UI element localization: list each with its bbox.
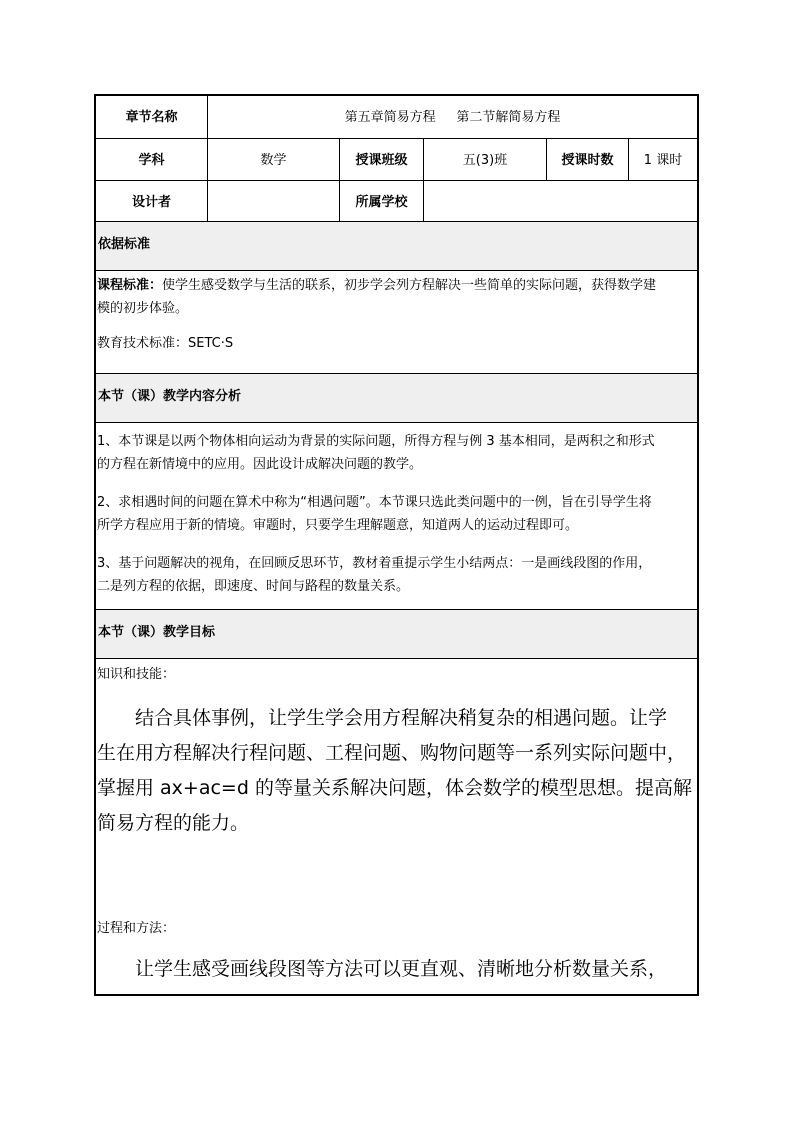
process-label: 过程和方法： [97,921,176,936]
school-label: 所属学校 [355,195,408,210]
chapter-row [96,96,697,139]
analysis-p2-line1: 2、求相遇时间的问题在算术中称为“相遇问题”。本节课只选此类问题中的一例，旨在引导学生将 [97,495,652,510]
knowledge-line1: 结合具体事例，让学生学会用方程解决稍复杂的相遇问题。让学 [135,707,668,729]
subject-value: 数学 [260,153,287,168]
chapter-value-cell [208,96,697,138]
analysis-p1-line2: 的方程在新情境中的应用。因此设计成解决问题的教学。 [97,457,423,472]
objectives-content-row [96,659,697,994]
hours-label: 授课时数 [561,153,614,168]
standards-heading-row [96,222,697,271]
chapter-label-cell [96,96,208,138]
course-standard-text-2: 模的初步体验。 [97,301,189,316]
process-paragraph [97,952,695,987]
knowledge-paragraph [97,701,695,841]
subject-value-cell [208,139,340,180]
designer-label-cell [96,181,208,221]
analysis-heading-row [96,374,697,423]
course-standard-label: 课程标准： [97,278,163,293]
knowledge-line4: 简易方程的能力。 [97,812,250,834]
process-line1: 让学生感受画线段图等方法可以更直观、清晰地分析数量关系， [135,958,668,980]
standards-heading: 依据标准 [98,237,151,252]
tech-standard: 教育技术标准：SETC·S [97,336,234,351]
objectives-heading-row [96,610,697,659]
course-standard-text-1: 使学生感受数学与生活的联系，初步学会列方程解决一些简单的实际问题，获得数学建 [162,278,657,293]
school-label-cell [340,181,424,221]
analysis-p3-line2: 二是列方程的依据，即速度、时间与路程的数量关系。 [97,579,410,594]
analysis-paragraph-3 [97,552,695,598]
analysis-p2-line2: 所学方程应用于新的情境。审题时，只要学生理解题意，知道两人的运动过程即可。 [97,518,579,533]
hours-label-cell [547,139,629,180]
analysis-paragraph-2 [97,491,695,537]
chapter-value: 第五章简易方程 第二节解简易方程 [344,110,561,125]
knowledge-line2: 生在用方程解决行程问题、工程问题、购物问题等一系列实际问题中， [97,742,687,764]
subject-label: 学科 [138,153,165,168]
hours-value: 1 课时 [643,153,683,168]
lesson-plan-table [94,94,699,996]
designer-value-cell [208,181,340,221]
analysis-content-row [96,423,697,610]
designer-label: 设计者 [131,195,171,210]
designer-row [96,181,697,222]
school-value-cell [424,181,697,221]
hours-value-cell [629,139,697,180]
knowledge-line3: 掌握用 ax+ac=d 的等量关系解决问题，体会数学的模型思想。提高解 [97,777,692,799]
class-value: 五(3)班 [462,153,508,168]
class-label: 授课班级 [355,153,408,168]
class-value-cell [424,139,547,180]
chapter-label: 章节名称 [125,110,178,125]
standards-content-row [96,271,697,374]
analysis-p1-line1: 1、本节课是以两个物体相向运动为背景的实际问题，所得方程与例 3 基本相同，是两积之和形式 [97,434,655,449]
objectives-heading: 本节（课）教学目标 [98,625,216,640]
analysis-heading: 本节（课）教学内容分析 [98,389,242,404]
subject-row [96,139,697,181]
analysis-paragraph-1 [97,430,695,476]
subject-label-cell [96,139,208,180]
course-standard-paragraph [97,274,695,320]
class-label-cell [340,139,424,180]
analysis-p3-line1: 3、基于问题解决的视角，在回顾反思环节，教材着重提示学生小结两点：一是画线段图的作用， [97,556,652,571]
knowledge-label: 知识和技能： [97,667,176,682]
